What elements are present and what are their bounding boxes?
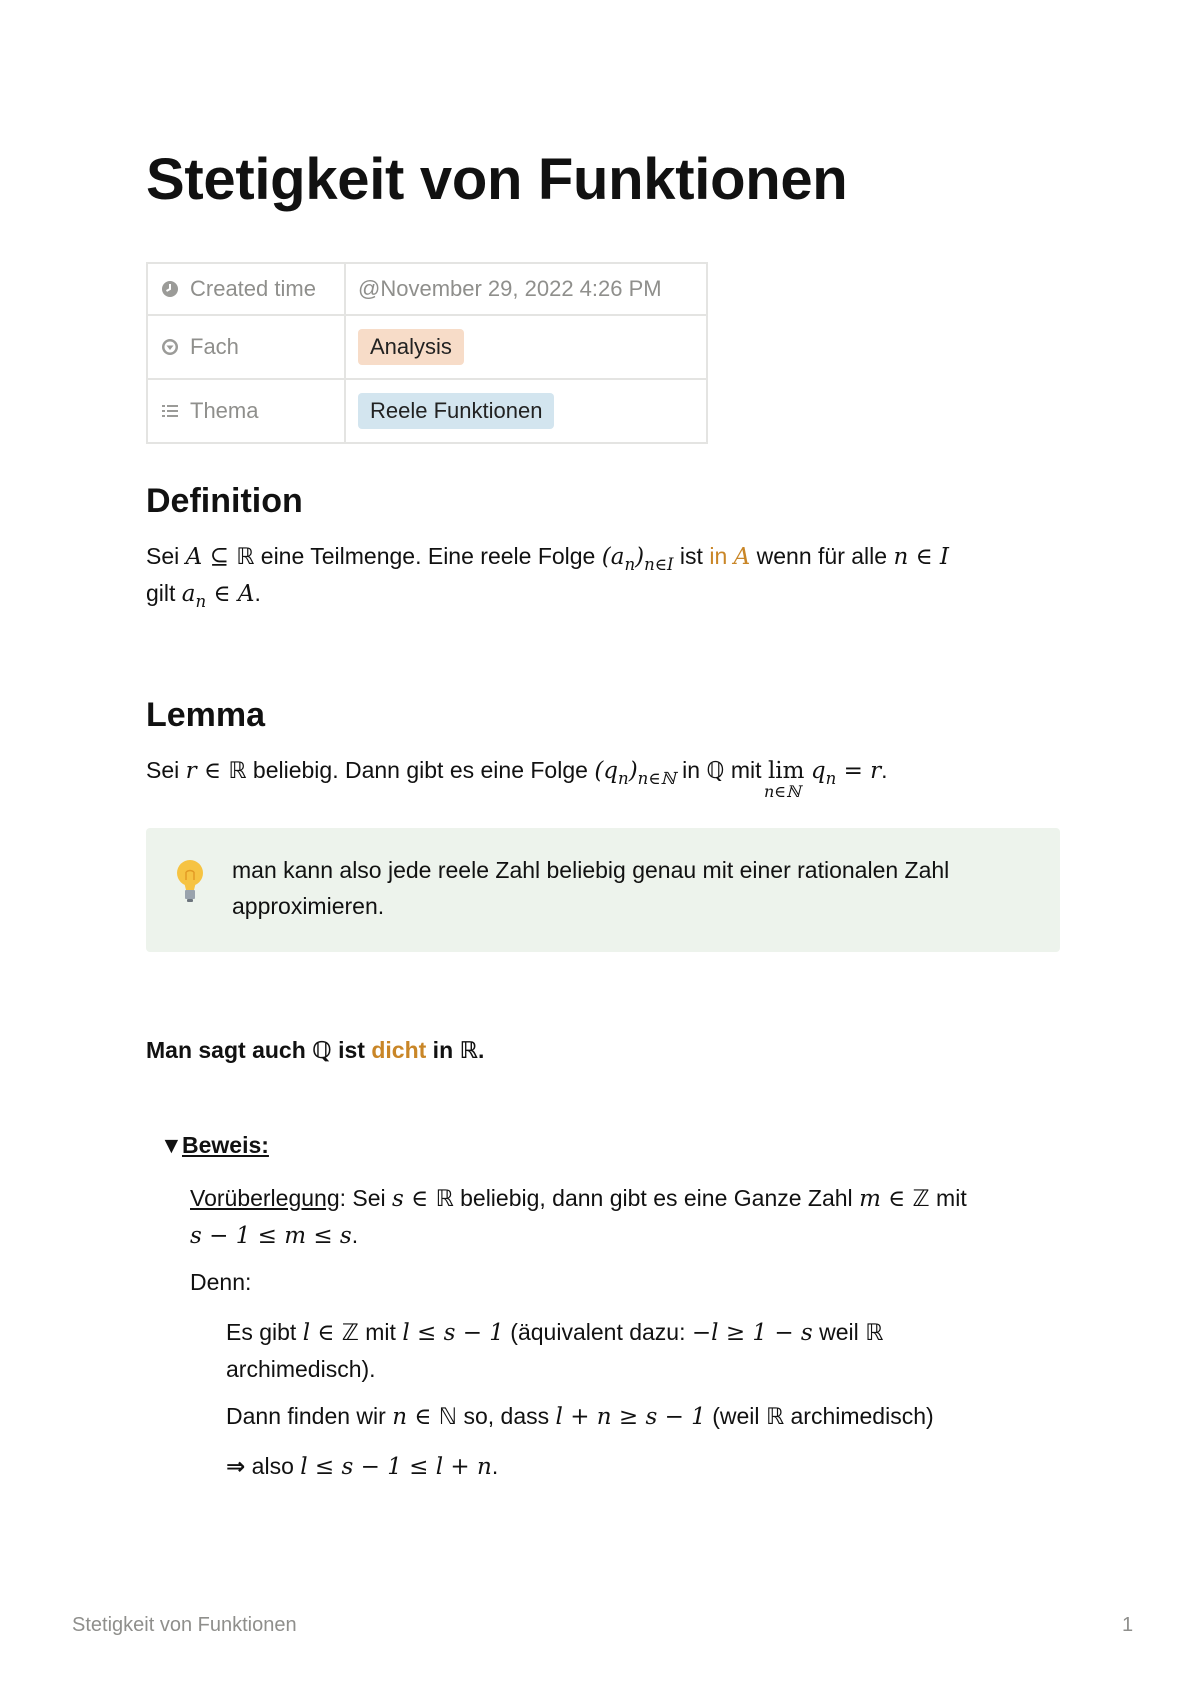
proof-denn: Denn: xyxy=(190,1269,252,1295)
proof-toggle[interactable] xyxy=(160,1132,269,1159)
thema-label: Thema xyxy=(190,398,259,423)
proof-preliminary: Vorüberlegung: Sei s ∈ ℝ beliebig, dann gibt es eine Ganze Zahl m ∈ ℤ mit s − 1 ≤ m ≤ s. xyxy=(190,1185,967,1249)
proof-toggle-label[interactable]: Beweis: xyxy=(182,1132,269,1158)
properties-table xyxy=(146,262,708,444)
fach-label: Fach xyxy=(190,334,239,359)
property-row xyxy=(147,379,707,443)
definition-text: Sei A ⊆ ℝ eine Teilmenge. Eine reele Folge $(a_n)_{n\in I}$ ist in A wenn für alle n ∈ I gilt $a_n$ ∈ A. xyxy=(146,543,949,611)
created-time-label: Created time xyxy=(190,276,316,301)
property-value[interactable] xyxy=(345,315,707,379)
lemma-text: Sei r ∈ ℝ beliebig. Dann gibt es eine Folge $(q_n)_{n\in ℕ}$ in ℚ mit lim n∈ℕ $q_n = r$. xyxy=(146,757,888,801)
dense-statement: Man sagt auch ℚ ist dicht in ℝ. xyxy=(146,1037,485,1064)
property-row xyxy=(147,315,707,379)
proof-step-3: ⇒ also l ≤ s − 1 ≤ l + n. xyxy=(226,1453,499,1480)
page-title: Stetigkeit von Funktionen xyxy=(146,147,848,212)
callout-text: man kann also jede reele Zahl beliebig genau mit einer rationalen Zahl approximieren. xyxy=(232,857,950,919)
property-row xyxy=(147,263,707,315)
footer-title: Stetigkeit von Funktionen xyxy=(72,1614,297,1636)
toggle-triangle-icon[interactable]: ▼ xyxy=(160,1132,183,1158)
proof-step-1: Es gibt l ∈ ℤ mit l ≤ s − 1 (äquivalent dazu: −l ≥ 1 − s weil ℝ archimedisch). xyxy=(226,1319,884,1382)
property-key xyxy=(147,379,345,443)
thema-tag[interactable]: Reele Funktionen xyxy=(358,393,554,429)
lightbulb-icon xyxy=(174,858,206,904)
property-key xyxy=(147,315,345,379)
definition-heading: Definition xyxy=(146,482,303,520)
fach-tag[interactable]: Analysis xyxy=(358,329,464,365)
property-value[interactable] xyxy=(345,263,707,315)
lemma-heading: Lemma xyxy=(146,696,266,734)
callout-box xyxy=(146,828,1060,952)
select-icon xyxy=(160,337,180,357)
footer-page-number: 1 xyxy=(1122,1614,1134,1636)
list-icon xyxy=(160,401,180,421)
proof-step-2: Dann finden wir n ∈ ℕ so, dass l + n ≥ s − 1 (weil ℝ archimedisch) xyxy=(226,1403,934,1430)
created-time-value: @November 29, 2022 4:26 PM xyxy=(358,276,662,301)
property-value[interactable] xyxy=(345,379,707,443)
property-key xyxy=(147,263,345,315)
clock-icon xyxy=(160,279,180,299)
